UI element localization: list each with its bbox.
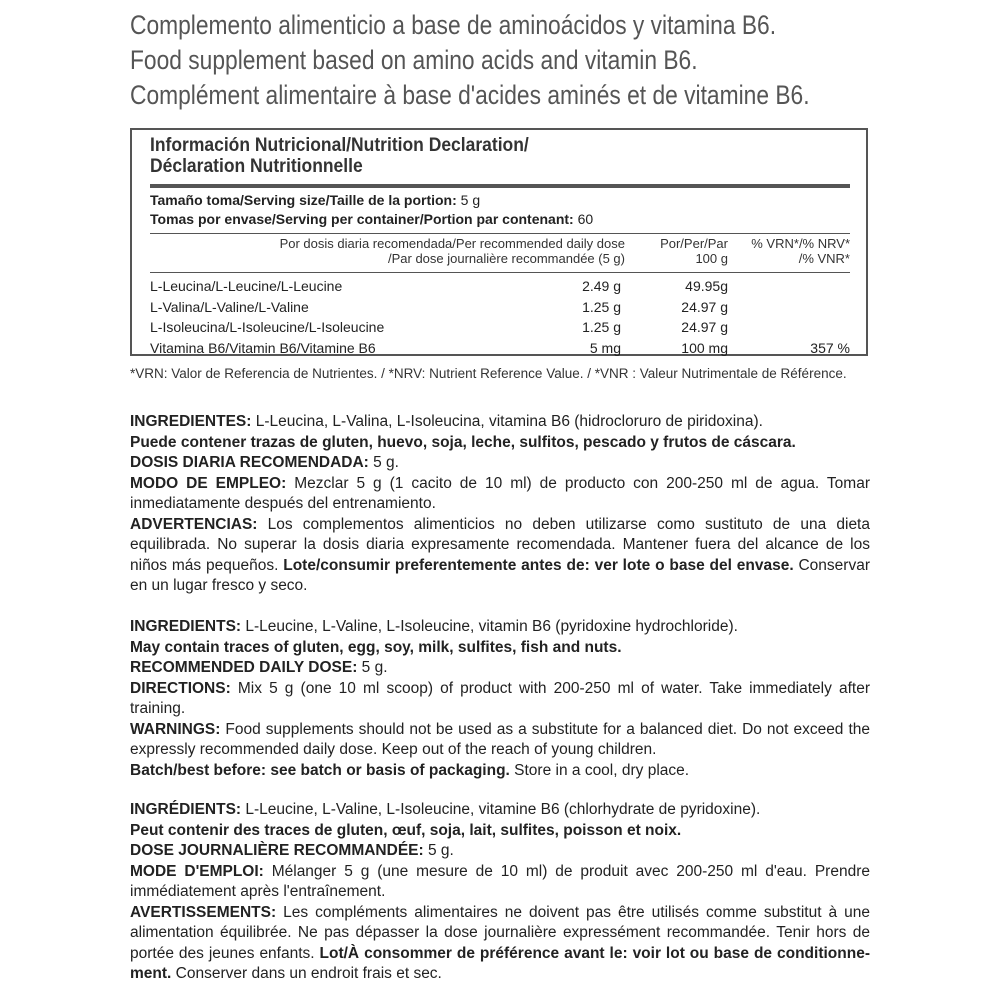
warnings-es xyxy=(130,515,870,597)
section-french xyxy=(130,800,870,985)
per-dose-value: 5 mg xyxy=(589,339,621,356)
storage-es-text: Conservar en un lugar fresco y seco. xyxy=(130,556,870,594)
ingredients-fr-label: INGRÉDIENTS: xyxy=(130,801,242,818)
use-fr-label: MODE D'EMPLOI: xyxy=(130,862,264,880)
use-es-text: Mezclar 5 g (1 cacito de 10 ml) de producto con 200-250 ml de agua. Tomar inmediatamente después del entrenamiento. xyxy=(130,474,870,512)
ingredients-en-text: L-Leucine, L-Valine, L-Isoleucine, vitamin B6 (pyridoxine hydrochloride). xyxy=(241,618,738,635)
description-en: Food supplement based on amino acids and vitamin B6. xyxy=(130,45,698,75)
dose-en xyxy=(130,658,870,679)
servings-per-container-label: Tomas por envase/Serving per container/Portion par contenant: xyxy=(150,211,574,227)
dose-fr xyxy=(130,841,870,862)
nutrition-table xyxy=(130,128,868,356)
col1-line2: /Par dose journalière recommandée (5 g) xyxy=(387,251,625,266)
per-dose-value: 1.25 g xyxy=(582,298,621,315)
description-fr: Complément alimentaire à base d'acides aminés et de vitamine B6. xyxy=(130,80,810,110)
dose-fr-text: 5 g. xyxy=(423,842,454,859)
ingredients-en-label: INGREDIENTS: xyxy=(130,618,242,635)
batch-en-label: Batch/best before: see batch or basis of packaging. xyxy=(130,761,510,779)
table-row xyxy=(150,297,850,318)
use-es xyxy=(130,474,870,515)
dose-fr-label: DOSE JOURNALIÈRE RECOMMANDÉE: xyxy=(130,842,424,859)
per-100g-value: 100 mg xyxy=(681,339,728,356)
per-100g-value: 24.97 g xyxy=(681,298,728,315)
column-header-per-dose xyxy=(280,236,625,266)
nutrient-reference-footnote: *VRN: Valor de Referencia de Nutrientes. / *NRV: Nutrient Reference Value. / *VNR : Valeur Nutrimentale de Référence. xyxy=(130,366,847,381)
warnings-fr xyxy=(130,903,870,985)
nutrient-name: L-Leucina/L-Leucine/L-Leucine xyxy=(150,278,343,294)
batch-en xyxy=(130,761,870,782)
traces-en xyxy=(130,638,870,659)
column-headers xyxy=(150,234,850,272)
warnings-en-label: WARNINGS: xyxy=(130,720,221,738)
warnings-es-text: Los complementos alimenticios no deben utilizarse como sustituto de una dieta equilibrada. No superar la dosis diaria expresamente recomendada. Mantener fuera del alcance de los niños más pequeños. xyxy=(130,515,870,574)
vrn-value: 357 % xyxy=(810,339,850,356)
ingredients-en xyxy=(130,617,870,638)
nutrient-name: L-Isoleucina/L-Isoleucine/L-Isoleucine xyxy=(150,319,385,335)
product-description xyxy=(130,8,990,113)
batch-es-label: Lote/consumir preferentemente antes de: ver lote o base del envase. xyxy=(283,556,794,574)
use-fr-text: Mélanger 5 g (une mesure de 10 ml) de produit avec 200-250 ml d'eau. Prendre immédiatement après l'entraînement. xyxy=(130,862,870,900)
section-english xyxy=(130,617,870,781)
traces-fr-text: Peut contenir des traces de gluten, œuf, soja, lait, sulfites, poisson et noix. xyxy=(130,821,682,839)
warnings-fr-label: AVERTISSEMENTS: xyxy=(130,903,277,921)
ingredients-fr-text: L-Leucine, L-Valine, L-Isoleucine, vitamine B6 (chlorhydrate de pyridoxine). xyxy=(241,801,761,818)
col3-line2: /% VNR* xyxy=(798,251,850,266)
dose-es-text: 5 g. xyxy=(368,454,399,471)
table-row xyxy=(150,338,850,359)
warnings-en xyxy=(130,720,870,761)
per-100g-value: 24.97 g xyxy=(681,319,728,335)
column-header-per-100g xyxy=(660,236,728,266)
serving-size-value: 5 g xyxy=(460,192,481,208)
ingredients-es-label: INGREDIENTES: xyxy=(130,413,252,430)
col1-line1: Por dosis diaria recomendada/Per recommended daily dose xyxy=(279,236,625,251)
nutrition-rows xyxy=(150,273,850,358)
storage-fr-text: Conserver dans un endroit frais et sec. xyxy=(171,965,442,982)
use-en-text: Mix 5 g (one 10 ml scoop) of product with 200-250 ml of water. Take immediately after training. xyxy=(130,679,870,717)
traces-fr xyxy=(130,821,870,842)
serving-info xyxy=(150,188,850,233)
dose-en-label: RECOMMENDED DAILY DOSE: xyxy=(130,659,358,676)
description-es: Complemento alimenticio a base de aminoácidos y vitamina B6. xyxy=(130,10,777,40)
nutrition-title xyxy=(150,135,794,177)
col2-line1: Por/Per/Par xyxy=(660,236,728,251)
use-en-label: DIRECTIONS: xyxy=(130,679,231,697)
col3-line1: % VRN*/% NRV* xyxy=(751,236,850,251)
nutrient-name: Vitamina B6/Vitamin B6/Vitamine B6 xyxy=(150,339,376,356)
dose-es xyxy=(130,453,870,474)
nutrition-title-line2: Déclaration Nutritionnelle xyxy=(150,156,363,177)
ingredients-es xyxy=(130,412,870,433)
traces-es xyxy=(130,433,870,454)
ingredients-fr xyxy=(130,800,870,821)
traces-en-text: May contain traces of gluten, egg, soy, milk, sulfites, fish and nuts. xyxy=(130,638,622,656)
warnings-en-text: Food supplements should not be used as a substitute for a balanced diet. Do not exceed the expressly recommended daily dose. Keep out of the reach of young children. xyxy=(130,720,870,758)
per-dose-value: 1.25 g xyxy=(582,319,621,335)
table-row xyxy=(150,276,850,297)
use-fr xyxy=(130,862,870,903)
ingredients-es-text: L-Leucina, L-Valina, L-Isoleucina, vitamina B6 (hidrocloruro de piridoxina). xyxy=(251,413,763,430)
nutrition-title-line1: Información Nutricional/Nutrition Declaration/ xyxy=(150,135,529,156)
use-en xyxy=(130,679,870,720)
serving-size-label: Tamaño toma/Serving size/Taille de la portion: xyxy=(150,192,457,208)
column-header-vrn xyxy=(751,236,850,266)
batch-fr-label: Lot/À consommer de préférence avant le: voir lot ou base de conditionnement. xyxy=(130,944,870,982)
warnings-fr-text: Les compléments alimentaires ne doivent pas être utilisés comme substitut à une alimentation équilibrée. Ne pas dépasser la dose journalière expressément recommandée. Tenir hors de portée des jeunes enfants. xyxy=(130,903,870,962)
warnings-es-label: ADVERTENCIAS: xyxy=(130,515,258,533)
traces-es-text: Puede contener trazas de gluten, huevo, soja, leche, sulfitos, pescado y frutos de cáscara. xyxy=(130,433,796,451)
per-dose-value: 2.49 g xyxy=(582,278,621,294)
per-100g-value: 49.95g xyxy=(685,278,728,294)
col2-line2: 100 g xyxy=(695,251,728,266)
dose-en-text: 5 g. xyxy=(357,659,388,676)
table-row xyxy=(150,317,850,338)
servings-per-container-value: 60 xyxy=(577,211,594,227)
nutrient-name: L-Valina/L-Valine/L-Valine xyxy=(150,298,309,315)
storage-en-text: Store in a cool, dry place. xyxy=(509,761,690,779)
use-es-label: MODO DE EMPLEO: xyxy=(130,474,287,492)
dose-es-label: DOSIS DIARIA RECOMENDADA: xyxy=(130,454,369,471)
section-spanish xyxy=(130,412,870,597)
